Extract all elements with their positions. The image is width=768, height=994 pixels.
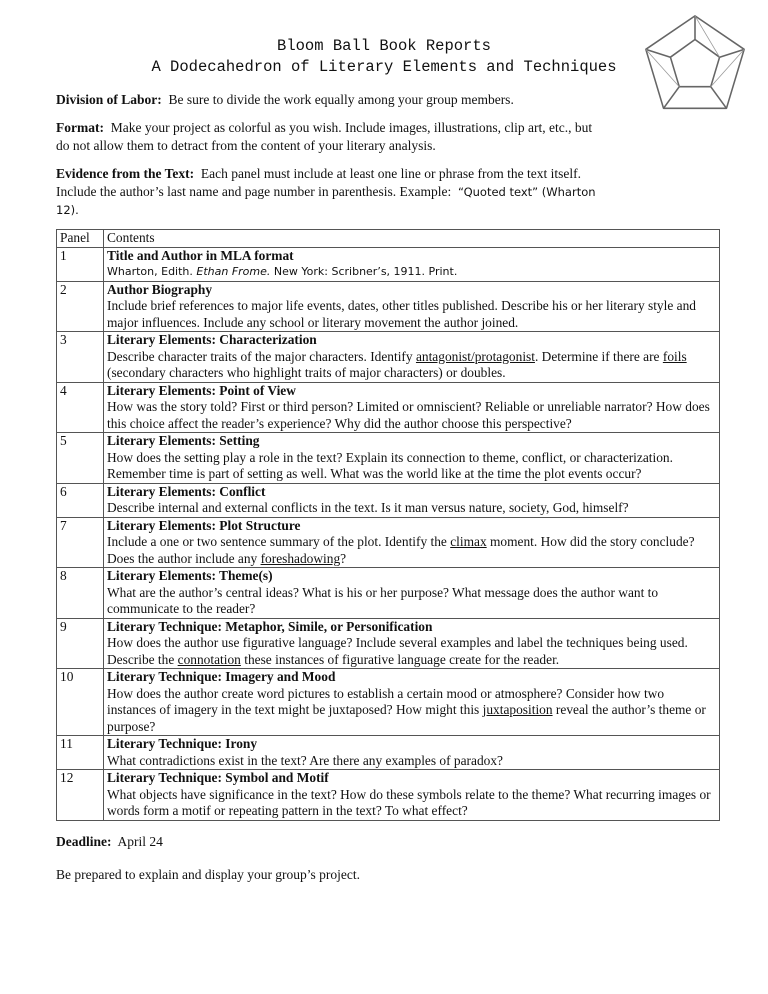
panel-heading: Literary Technique: Metaphor, Simile, or Personification [107,618,433,634]
panel-desc: How was the story told? First or third person? Limited or omniscient? Reliable or unreliable narrator? How does this choice affect the reader’s experience? Why did the author choose this perspective? [107,399,710,431]
panel-contents [104,669,720,736]
col-panel-header: Panel [57,230,104,248]
panel-number: 11 [57,736,104,770]
panel-contents [104,247,720,281]
panel-contents [104,483,720,517]
table-row [57,669,720,736]
panel-contents [104,517,720,568]
panel-desc: How does the author create word pictures to establish a certain mood or atmosphere? Consider how two instances of imagery in the text might be juxtaposed? How might this juxtaposition reveal the author’s theme or purpose? [107,685,706,734]
table-row [57,517,720,568]
table-row [57,770,720,821]
table-row [57,332,720,383]
panel-contents [104,618,720,669]
panel-table [56,229,720,821]
panel-number: 1 [57,247,104,281]
closing-note: Be prepared to explain and display your group’s project. [56,867,361,882]
table-row [57,281,720,332]
panel-heading: Literary Elements: Characterization [107,332,317,347]
panel-contents [104,433,720,484]
panel-number: 12 [57,770,104,821]
panel-desc: Describe internal and external conflicts in the text. Is it man versus nature, society, God, himself? [107,500,629,515]
panel-desc: What objects have significance in the text? How do these symbols relate to the theme? What recurring images or words form a motif or repeating pattern in the text? To what effect? [107,786,711,818]
panel-number: 4 [57,382,104,433]
panel-heading: Literary Elements: Point of View [107,382,296,398]
panel-contents [104,332,720,383]
panel-heading: Literary Technique: Imagery and Mood [107,669,336,684]
panel-number: 3 [57,332,104,383]
panel-number: 5 [57,433,104,484]
panel-heading: Literary Elements: Conflict [107,483,266,499]
panel-heading: Literary Elements: Theme(s) [107,568,273,583]
panel-heading: Title and Author in MLA format [107,247,294,263]
col-contents-header: Contents [104,230,720,248]
panel-number: 2 [57,281,104,332]
table-row [57,736,720,770]
panel-number: 9 [57,618,104,669]
panel-desc: Include a one or two sentence summary of the plot. Identify the climax moment. How did the story conclude? Does the author include any foreshadowing? [107,534,695,566]
panel-contents [104,382,720,433]
panel-contents [104,736,720,770]
panel-desc: What contradictions exist in the text? Are there any examples of paradox? [107,752,503,768]
title-line-2: A Dodecahedron of Literary Elements and Techniques [151,58,617,76]
panel-number: 7 [57,517,104,568]
table-row [57,247,720,281]
panel-heading: Literary Elements: Plot Structure [107,517,301,533]
division-of-labor: Division of Labor: Be sure to divide the work equally among your group members. [56,92,514,107]
panel-contents [104,568,720,619]
panel-desc: Describe character traits of the major characters. Identify antagonist/protagonist. Determine if there are foils (secondary characters who highlight traits of major characters) or doubles. [107,348,687,380]
deadline: Deadline: April 24 [56,834,163,849]
panel-contents [104,770,720,821]
panel-number: 8 [57,568,104,619]
table-header-row [57,230,720,248]
panel-contents [104,281,720,332]
panel-desc: How does the setting play a role in the text? Explain its connection to theme, conflict, or characterization. Remember time is part of setting as well. What was the world like at the time the plot events occur? [107,449,673,481]
table-row [57,568,720,619]
panel-heading: Author Biography [107,281,213,297]
table-row [57,433,720,484]
panel-number: 6 [57,483,104,517]
panel-heading: Literary Technique: Symbol and Motif [107,770,329,785]
format-paragraph: Format: Make your project as colorful as you wish. Include images, illustrations, clip art, etc., but do not allow them to detract from the content of your literary analysis. [56,120,593,153]
evidence-paragraph: Evidence from the Text: Each panel must include at least one line or phrase from the text itself. Include the author’s last name and page number in parenthesis. Example: “Quoted text” (Wharton 12). [56,166,596,217]
table-row [57,483,720,517]
panel-desc: Include brief references to major life events, dates, other titles published. Describe his or her literary style and major influences. Include any school or literary movement the author joined. [107,298,696,330]
table-row [57,382,720,433]
panel-heading: Literary Elements: Setting [107,433,260,448]
panel-heading: Literary Technique: Irony [107,736,258,751]
dodecahedron-icon [636,10,754,128]
panel-desc: How does the author use figurative language? Include several examples and label the techniques being used. Describe the connotation these instances of figurative language create for the reader. [107,635,688,667]
panel-desc: What are the author’s central ideas? What is his or her purpose? What message does the author want to communicate to the reader? [107,584,659,616]
panel-number: 10 [57,669,104,736]
title-line-1: Bloom Ball Book Reports [277,37,491,55]
mla-citation: Wharton, Edith. Ethan Frome. New York: Scribner’s, 1911. Print. [107,265,458,278]
table-row [57,618,720,669]
